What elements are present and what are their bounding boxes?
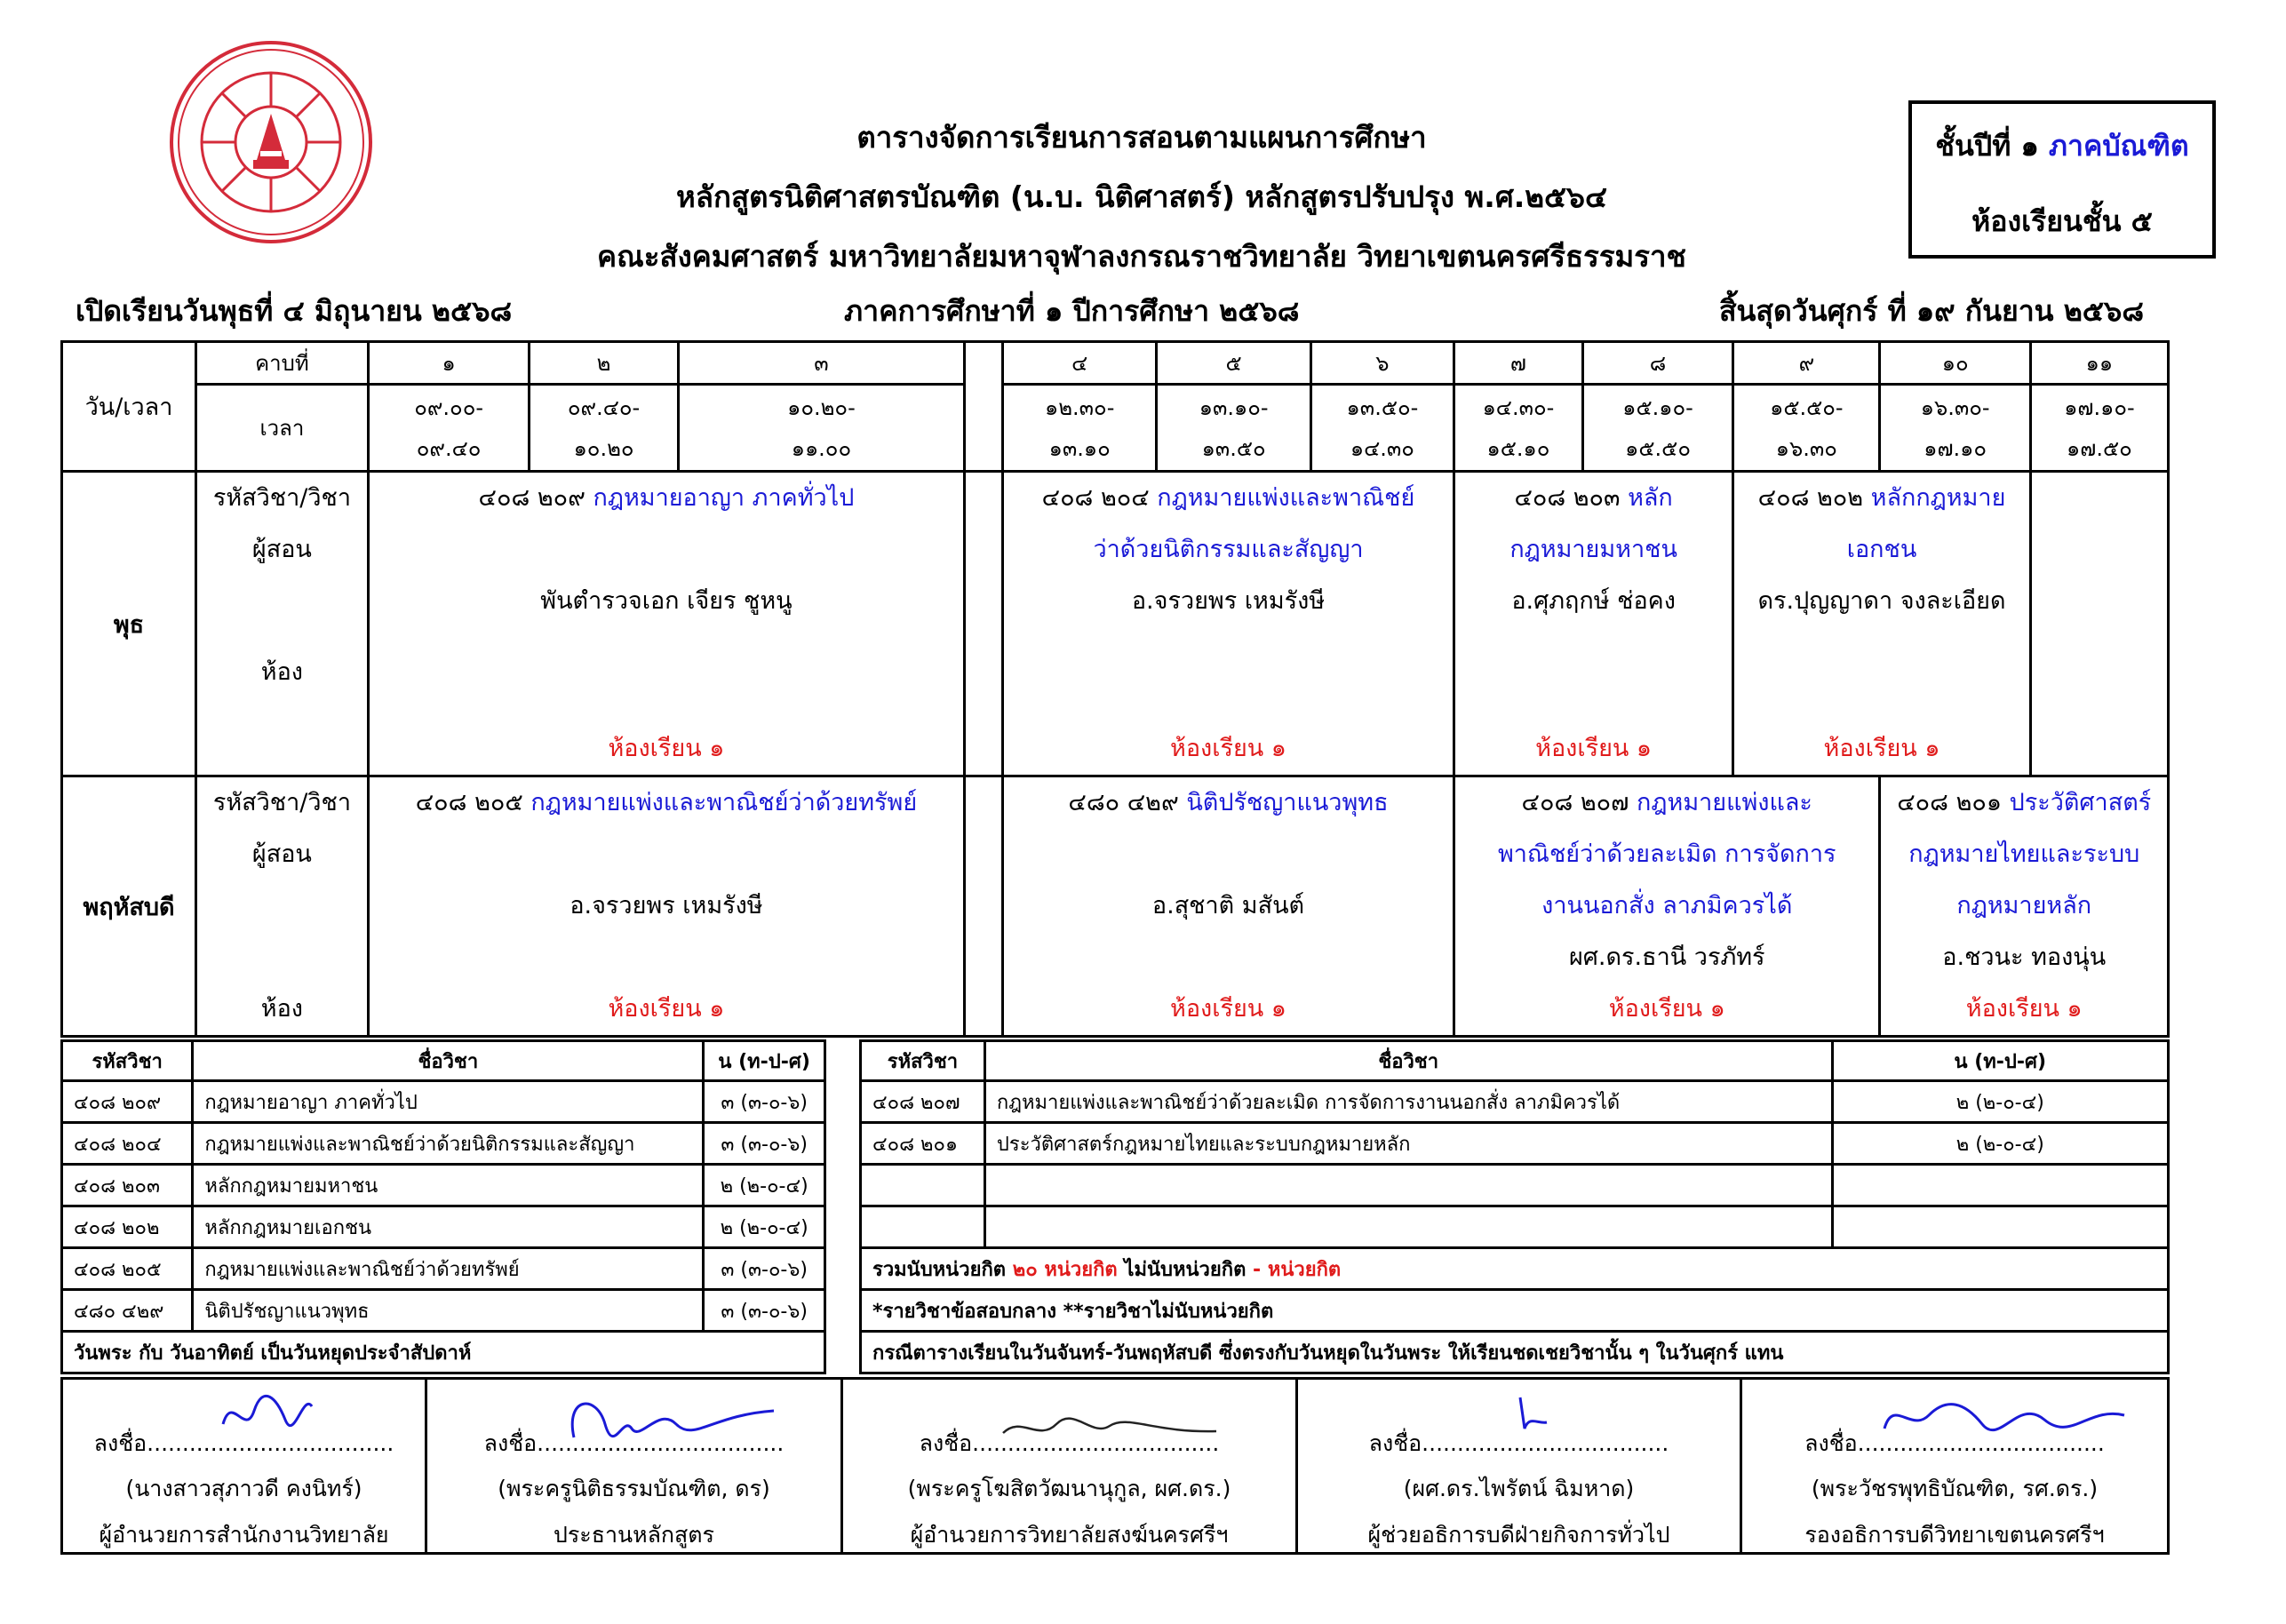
row-labels [195,472,368,776]
schedule-table [60,340,2170,1038]
room-row-label: ห้อง [260,995,303,1023]
exam-note: *รายวิชาข้อสอบกลาง **รายวิชาไม่นับหน่วยกิต [861,1290,2169,1332]
signer-name: (ผศ.ดร.ไพรัตน์ ฉิมหาด) [1403,1476,1635,1501]
course-title-cont: กฎหมายมหาชน [1509,536,1677,563]
col-header-code: รหัสวิชา [62,1041,193,1081]
room-name: ห้องเรียน ๑ [1608,995,1725,1023]
signer-position: ประธานหลักสูตร [554,1522,714,1548]
period-number: ๒ [530,342,678,385]
teacher-row-label: ผู้สอน [251,840,312,868]
teacher-name: อ.จรวยพร เหมรังษี [570,892,763,919]
course-credits: ๒ (๒-๐-๔) [704,1165,825,1206]
period-time: ๑๓.๑๐- ๑๓.๕๐ [1157,385,1310,472]
course-code: ๔๘๐ ๔๒๙ [62,1290,193,1332]
period-number: ๔ [1002,342,1156,385]
day-wednesday: พุธ [62,472,196,776]
course-list-left [60,1039,826,1374]
course-row-label: รหัสวิชา/วิชา [212,484,351,512]
period-number: ๑๑ [2030,342,2168,385]
title-faculty: คณะสังคมศาสตร์ มหาวิทยาลัยมหาจุฬาลงกรณราชวิทยาลัย วิทยาเขตนครศรีธรรมราช [597,239,1686,274]
table-row [62,1123,825,1165]
credit-total: รวมนับหน่วยกิต ๒๐ หน่วยกิต ไม่นับหน่วยกิต - หน่วยกิต [861,1248,2169,1290]
period-number: ๖ [1310,342,1454,385]
signature-block [843,1380,1298,1552]
table-row [62,1290,825,1332]
course-title-cont: กฎหมายหลัก [1956,892,2092,919]
lunch-gap [965,776,1003,1037]
course-credits: ๒ (๒-๐-๔) [1832,1081,2168,1123]
signer-name: (พระครูโฆสิตวัฒนานุกูล, ผศ.ดร.) [907,1476,1231,1501]
course-title-cont: ว่าด้วยนิติกรรมและสัญญา [1093,536,1364,563]
course-code: ๔๐๘ ๒๐๙ [62,1081,193,1123]
course-title: ๔๐๘ ๒๐๓ หลัก [1514,484,1673,512]
course-code: ๔๐๘ ๒๐๔ [62,1123,193,1165]
signer-position: ผู้อำนวยการวิทยาลัยสงฆ์นครศรีฯ [910,1522,1229,1548]
signer-name: (พระครูนิติธรรมบัณฑิต, ดร) [498,1476,770,1501]
university-logo [164,36,378,249]
course-credits: ๓ (๓-๐-๖) [704,1123,825,1165]
col-header-credits: น (ท-ป-ศ) [1832,1041,2168,1081]
signer-position: ผู้ช่วยอธิการบดีฝ่ายกิจการทั่วไป [1367,1522,1670,1548]
table-row [861,1123,2169,1165]
term-label: ภาคการศึกษาที่ ๑ ปีการศึกษา ๒๕๖๘ [844,294,1300,328]
title-main: ตารางจัดการเรียนการสอนตามแผนการศึกษา [856,120,1427,155]
room-name: ห้องเรียน ๑ [608,735,725,762]
period-time: ๑๕.๕๐- ๑๖.๓๐ [1733,385,1880,472]
teacher-name: อ.ศุภฤกษ์ ช่อคง [1511,587,1676,615]
course-name: กฎหมายอาญา ภาคทั่วไป [193,1081,704,1123]
day-time-header: วัน/เวลา [62,342,196,472]
start-date: เปิดเรียนวันพุธที่ ๔ มิถุนายน ๒๕๖๘ [76,294,513,328]
course-name: กฎหมายแพ่งและพาณิชย์ว่าด้วยละเมิด การจัดการงานนอกสั่ง ลาภมิควรได้ [984,1081,1832,1123]
lunch-gap [965,342,1003,472]
period-number: ๑๐ [1880,342,2030,385]
period-time: ๑๐.๒๐- ๑๑.๐๐ [678,385,964,472]
period-time: ๑๓.๕๐- ๑๔.๓๐ [1310,385,1454,472]
room-name: ห้องเรียน ๑ [608,995,725,1023]
course-block [1002,472,1454,776]
course-credits: ๒ (๒-๐-๔) [1832,1123,2168,1165]
course-title: ๔๐๘ ๒๐๒ หลักกฎหมาย [1757,484,2006,512]
period-number: ๘ [1582,342,1732,385]
course-title: ๔๐๘ ๒๐๑ ประวัติศาสตร์ [1897,789,2152,816]
time-label: เวลา [195,385,368,472]
class-info-box [1908,100,2216,259]
course-name: หลักกฎหมายเอกชน [193,1206,704,1248]
course-block [1454,472,1733,776]
col-header-name: ชื่อวิชา [984,1041,1832,1081]
signature-block [427,1380,843,1552]
course-code: ๔๐๘ ๒๐๒ [62,1206,193,1248]
room-row-label: ห้อง [260,658,303,686]
course-title-cont: เอกชน [1846,536,1917,563]
signature-block [1298,1380,1742,1552]
period-time: ๑๒.๓๐- ๑๓.๑๐ [1002,385,1156,472]
period-number: ๙ [1733,342,1880,385]
course-title: ๔๐๘ ๒๐๙ กฎหมายอาญา ภาคทั่วไป [478,484,855,512]
room-name: ห้องเรียน ๑ [1535,735,1653,762]
course-credits: ๒ (๒-๐-๔) [704,1206,825,1248]
sign-line: ลงชื่อ................................... [1804,1430,2105,1456]
course-name: นิติปรัชญาแนวพุทธ [193,1290,704,1332]
course-block [1002,776,1454,1037]
course-row-label: รหัสวิชา/วิชา [212,789,351,816]
room-name: ห้องเรียน ๑ [1823,735,1940,762]
period-number: ๕ [1157,342,1310,385]
col-header-name: ชื่อวิชา [193,1041,704,1081]
course-title: ๔๘๐ ๔๒๙ นิติปรัชญาแนวพุทธ [1068,789,1389,816]
course-code: ๔๐๘ ๒๐๕ [62,1248,193,1290]
classroom-label: ห้องเรียนชั้น ๕ [1971,204,2153,238]
row-labels [195,776,368,1037]
course-credits: ๓ (๓-๐-๖) [704,1081,825,1123]
holiday-makeup-note: กรณีตารางเรียนในวันจันทร์-วันพฤหัสบดี ซึ่งตรงกับวันหยุดในวันพระ ให้เรียนชดเชยวิชานั้น ๆ ในวันศุกร์ แทน [861,1332,2169,1373]
course-title: ๔๐๘ ๒๐๗ กฎหมายแพ่งและ [1521,789,1812,816]
course-name: กฎหมายแพ่งและพาณิชย์ว่าด้วยนิติกรรมและสัญญา [193,1123,704,1165]
period-time: ๑๗.๑๐- ๑๗.๕๐ [2030,385,2168,472]
course-name: หลักกฎหมายมหาชน [193,1165,704,1206]
signature-block [1742,1380,2167,1552]
sign-line: ลงชื่อ................................... [483,1430,785,1456]
table-row [62,1206,825,1248]
col-header-credits: น (ท-ป-ศ) [704,1041,825,1081]
room-name: ห้องเรียน ๑ [1170,995,1286,1023]
course-title-cont: งานนอกสั่ง ลาภมิควรได้ [1541,892,1793,919]
course-block [1880,776,2169,1037]
lunch-gap [965,472,1003,776]
signature-row [60,1377,2170,1555]
teacher-name: อ.ชวนะ ทองนุ่น [1942,943,2107,971]
course-credits: ๓ (๓-๐-๖) [704,1290,825,1332]
signature-block [63,1380,427,1552]
course-block [368,776,964,1037]
teacher-name: อ.จรวยพร เหมรังษี [1131,587,1326,615]
course-block [1733,472,2031,776]
teacher-name: ดร.ปุญญาดา จงละเอียด [1757,587,2006,615]
period-time: ๐๙.๐๐- ๐๙.๔๐ [368,385,530,472]
period-label: คาบที่ [195,342,368,385]
teacher-name: อ.สุชาติ มสันต์ [1151,892,1305,919]
course-title-cont: กฎหมายไทยและระบบ [1908,840,2140,868]
course-title-cont: พาณิชย์ว่าด้วยละเมิด การจัดการ [1497,840,1836,868]
year-level: ชั้นปีที่ ๑ ภาคบัณฑิต [1935,129,2189,163]
table-row [62,1081,825,1123]
period-time: ๑๕.๑๐- ๑๕.๕๐ [1582,385,1732,472]
period-time: ๑๔.๓๐- ๑๕.๑๐ [1454,385,1583,472]
table-row [62,1165,825,1206]
period-time: ๐๙.๔๐- ๑๐.๒๐ [530,385,678,472]
title-program: หลักสูตรนิติศาสตรบัณฑิต (น.บ. นิติศาสตร์) หลักสูตรปรับปรุง พ.ศ.๒๕๖๔ [676,179,1607,214]
course-code: ๔๐๘ ๒๐๓ [62,1165,193,1206]
table-row [861,1081,2169,1123]
table-row [62,1248,825,1290]
course-code: ๔๐๘ ๒๐๗ [861,1081,985,1123]
holiday-note: วันพระ กับ วันอาทิตย์ เป็นวันหยุดประจำสัปดาห์ [62,1332,825,1373]
period-number: ๓ [678,342,964,385]
sign-line: ลงชื่อ................................... [919,1430,1220,1456]
teacher-row-label: ผู้สอน [251,536,312,563]
signer-position: รองอธิการบดีวิทยาเขตนครศรีฯ [1804,1522,2105,1548]
sign-line: ลงชื่อ................................... [93,1430,394,1456]
course-name: กฎหมายแพ่งและพาณิชย์ว่าด้วยทรัพย์ [193,1248,704,1290]
period-number: ๑ [368,342,530,385]
course-block [1454,776,1880,1037]
room-name: ห้องเรียน ๑ [1170,735,1286,762]
room-name: ห้องเรียน ๑ [1965,995,2083,1023]
course-code: ๔๐๘ ๒๐๑ [861,1123,985,1165]
period-time: ๑๖.๓๐- ๑๗.๑๐ [1880,385,2030,472]
course-name: ประวัติศาสตร์กฎหมายไทยและระบบกฎหมายหลัก [984,1123,1832,1165]
signer-name: (พระวัชรพุทธิบัณฑิต, รศ.ดร.) [1811,1476,2099,1501]
empty-slot [2030,472,2168,776]
course-title: ๔๐๘ ๒๐๕ กฎหมายแพ่งและพาณิชย์ว่าด้วยทรัพย์ [415,789,918,816]
sign-line: ลงชื่อ................................... [1368,1430,1669,1456]
course-title: ๔๐๘ ๒๐๔ กฎหมายแพ่งและพาณิชย์ [1041,484,1415,512]
course-list-right [859,1039,2170,1374]
teacher-name: ผศ.ดร.ธานี วรภัทร์ [1568,943,1765,971]
signer-name: (นางสาวสุภาวดี คงนิทร์) [125,1476,362,1501]
day-thursday: พฤหัสบดี [62,776,196,1037]
teacher-name: พันตำรวจเอก เจียร ชูหนู [540,587,793,615]
end-date: สิ้นสุดวันศุกร์ ที่ ๑๙ กันยาน ๒๕๖๘ [1719,294,2144,328]
course-block [368,472,964,776]
col-header-code: รหัสวิชา [861,1041,985,1081]
course-credits: ๓ (๓-๐-๖) [704,1248,825,1290]
signer-position: ผู้อำนวยการสำนักงานวิทยาลัย [99,1522,389,1548]
period-number: ๗ [1454,342,1583,385]
